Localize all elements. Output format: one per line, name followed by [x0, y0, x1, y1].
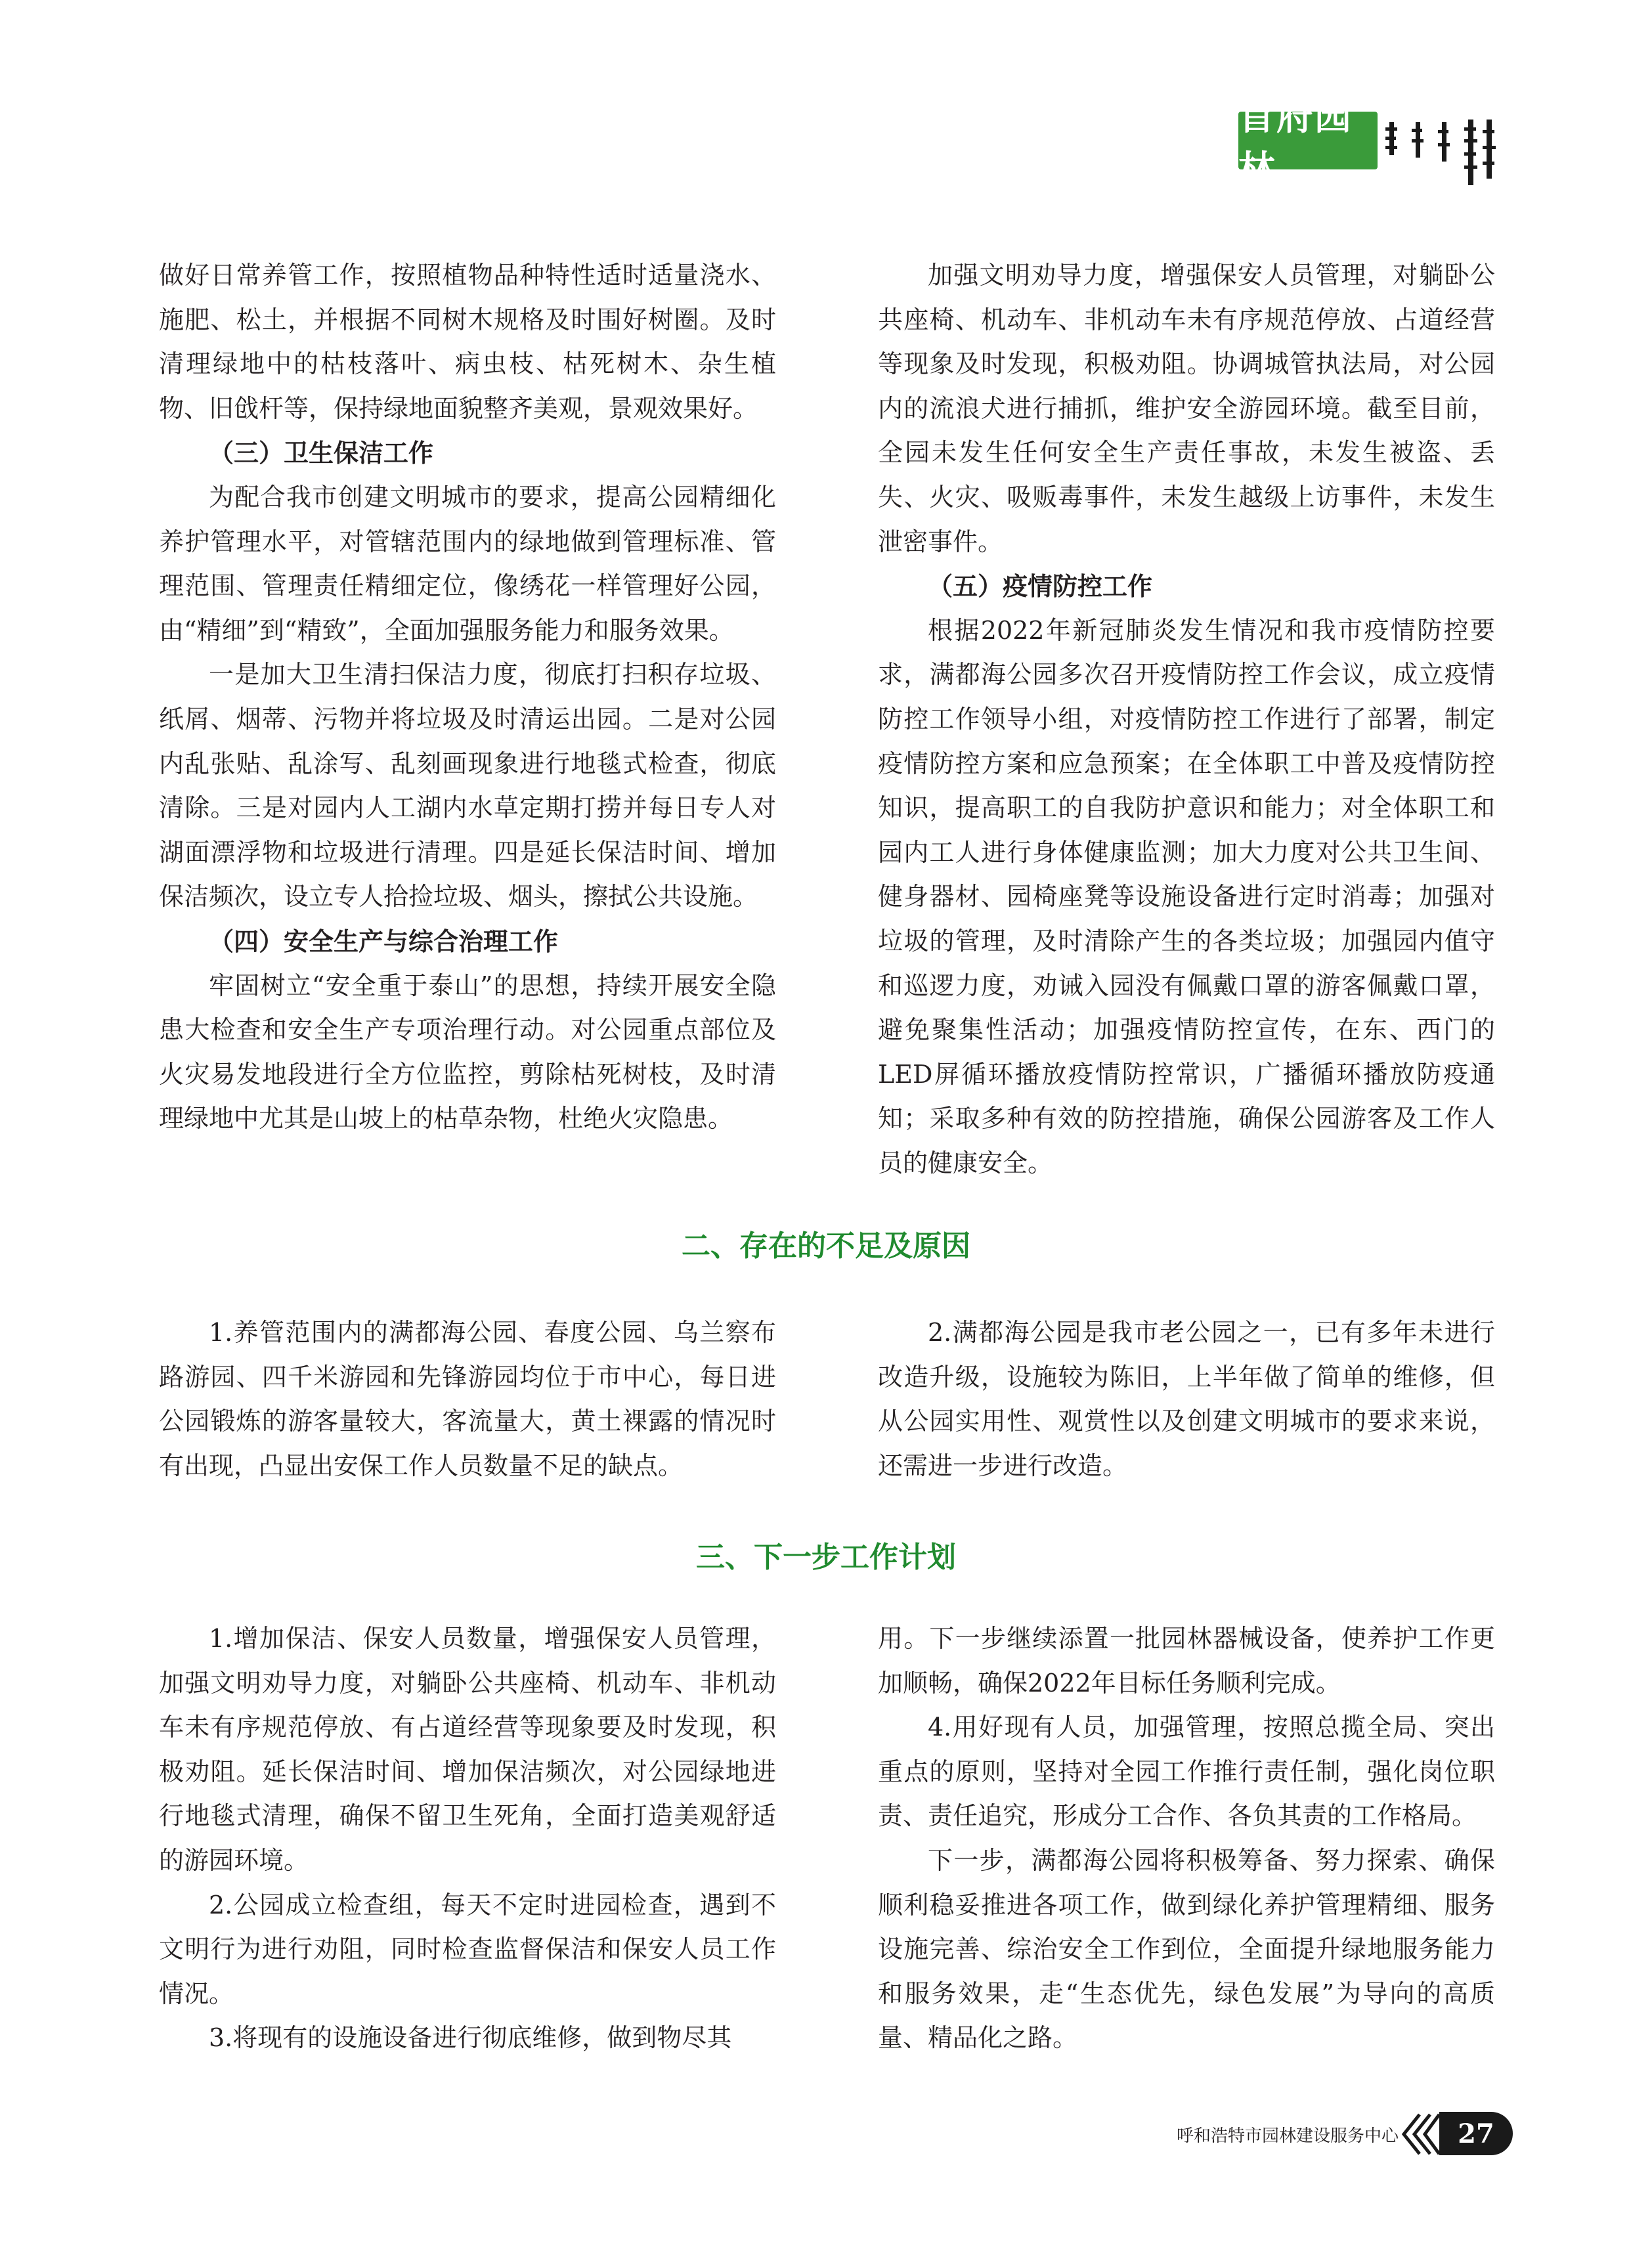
chevron-left-icon	[1400, 2111, 1439, 2158]
paragraph: 做好日常养管工作，按照植物品种特性适时适量浇水、施肥、松土，并根据不同树木规格及时围好树圈。及时清理绿地中的枯枝落叶、病虫枝、枯死树木、杂生植物、旧戗杆等，保持绿地面貌整齐美观，景观效果好。	[159, 261, 776, 423]
paragraph: 一是加大卫生清扫保洁力度，彻底打扫积存垃圾、纸屑、烟蒂、污物并将垃圾及时清运出园。二是对公园内乱张贴、乱涂写、乱刻画现象进行地毯式检查，彻底清除。三是对园内人工湖内水草定期打捞并每日专人对湖面漂浮物和垃圾进行清理。四是延长保洁时间、增加保洁频次，设立专人拾捡垃圾、烟头，擦拭公共设施。	[159, 660, 776, 911]
section3-left-column	[159, 1617, 776, 2061]
subheading: （四）安全生产与综合治理工作	[209, 926, 559, 956]
paragraph: 2.公园成立检查组，每天不定时进园检查，遇到不文明行为进行劝阻，同时检查监督保洁和保安人员工作情况。	[159, 1890, 776, 2008]
section-heading: 二、存在的不足及原因	[682, 1229, 970, 1263]
footer-organization: 呼和浩特市园林建设服务中心	[1176, 2126, 1399, 2146]
logo-text: 首府园林	[1238, 95, 1353, 191]
page-number: 27	[1439, 2112, 1513, 2155]
paragraph: 3.将现有的设施设备进行彻底维修，做到物尽其	[209, 2023, 732, 2053]
page-footer	[1142, 2108, 1536, 2160]
section2-left-column	[159, 1311, 776, 1488]
paragraph: 根据2022年新冠肺炎发生情况和我市疫情防控要求，满都海公园多次召开疫情防控工作会议，成立疫情防控工作领导小组，对疫情防控工作进行了部署，制定疫情防控方案和应急预案；在全体职工中普及疫情防控知识，提高职工的自我防护意识和能力；对全体职工和园内工人进行身体健康监测；加大力度对公共卫生间、健身器材、园椅座凳等设施设备进行定时消毒；加强对垃圾的管理，及时清除产生的各类垃圾；加强园内值守和巡逻力度，劝诫入园没有佩戴口罩的游客佩戴口罩，避免聚集性活动；加强疫情防控宣传，在东、西门的LED屏循环播放疫情防控常识，广播循环播放防疫通知；采取多种有效的防控措施，确保公园游客及工作人员的健康安全。	[878, 615, 1495, 1177]
paragraph: 2.满都海公园是我市老公园之一，已有多年未进行改造升级，设施较为陈旧，上半年做了简单的维修，但从公园实用性、观赏性以及创建文明城市的要求来说，还需进一步进行改造。	[878, 1318, 1495, 1480]
paragraph: 加强文明劝导力度，增强保安人员管理，对躺卧公共座椅、机动车、非机动车未有序规范停放、占道经营等现象及时发现，积极劝阻。协调城管执法局，对公园内的流浪犬进行捕抓，维护安全游园环境。截至目前，全园未发生任何安全生产责任事故，未发生被盗、丢失、火灾、吸贩毒事件，未发生越级上访事件，未发生泄密事件。	[878, 261, 1495, 556]
subheading: （五）疫情防控工作	[928, 571, 1153, 602]
paragraph: 下一步，满都海公园将积极筹备、努力探索、确保顺利稳妥推进各项工作，做到绿化养护管理精细、服务设施完善、综治安全工作到位，全面提升绿地服务能力和服务效果，走“生态优先，绿色发展”为导向的高质量、精品化之路。	[878, 1845, 1495, 2053]
paragraph: 牢固树立“安全重于泰山”的思想，持续开展安全隐患大检查和安全生产专项治理行动。对公园重点部位及火灾易发地段进行全方位监控，剪除枯死树枝，及时清理绿地中尤其是山坡上的枯草杂物，杜绝火灾隐患。	[159, 971, 776, 1133]
paragraph: 为配合我市创建文明城市的要求，提高公园精细化养护管理水平，对管辖范围内的绿地做到管理标准、管理范围、管理责任精细定位，像绣花一样管理好公园，由“精细”到“精致”，全面加强服务能力和服务效果。	[159, 482, 776, 645]
paragraph: 1.养管范围内的满都海公园、春度公园、乌兰察布路游园、四千米游园和先锋游园均位于市中心，每日进公园锻炼的游客量较大，客流量大，黄土裸露的情况时有出现，凸显出安保工作人员数量不足的缺点。	[159, 1318, 776, 1480]
magazine-logo	[1238, 95, 1501, 191]
paragraph: 4.用好现有人员，加强管理，按照总揽全局、突出重点的原则，坚持对全园工作推行责任制，强化岗位职责、责任追究，形成分工合作、各负其责的工作格局。	[878, 1713, 1495, 1831]
logo-badge	[1238, 95, 1378, 191]
section-heading: 三、下一步工作计划	[696, 1541, 956, 1574]
paragraph: 用。下一步继续添置一批园林器械设备，使养护工作更加顺畅，确保2022年目标任务顺利完成。	[878, 1624, 1495, 1698]
mongolian-script-logo	[1381, 117, 1500, 189]
section2-right-column	[878, 1311, 1495, 1488]
section1-right-column	[878, 253, 1495, 1185]
section1-left-column	[159, 253, 776, 1141]
paragraph: 1.增加保洁、保安人员数量，增强保安人员管理，加强文明劝导力度，对躺卧公共座椅、机动车、非机动车未有序规范停放、有占道经营等现象要及时发现，积极劝阻。延长保洁时间、增加保洁频次，对公园绿地进行地毯式清理，确保不留卫生死角，全面打造美观舒适的游园环境。	[159, 1624, 776, 1875]
subheading: （三）卫生保洁工作	[209, 438, 434, 468]
section3-right-column	[878, 1617, 1495, 2061]
